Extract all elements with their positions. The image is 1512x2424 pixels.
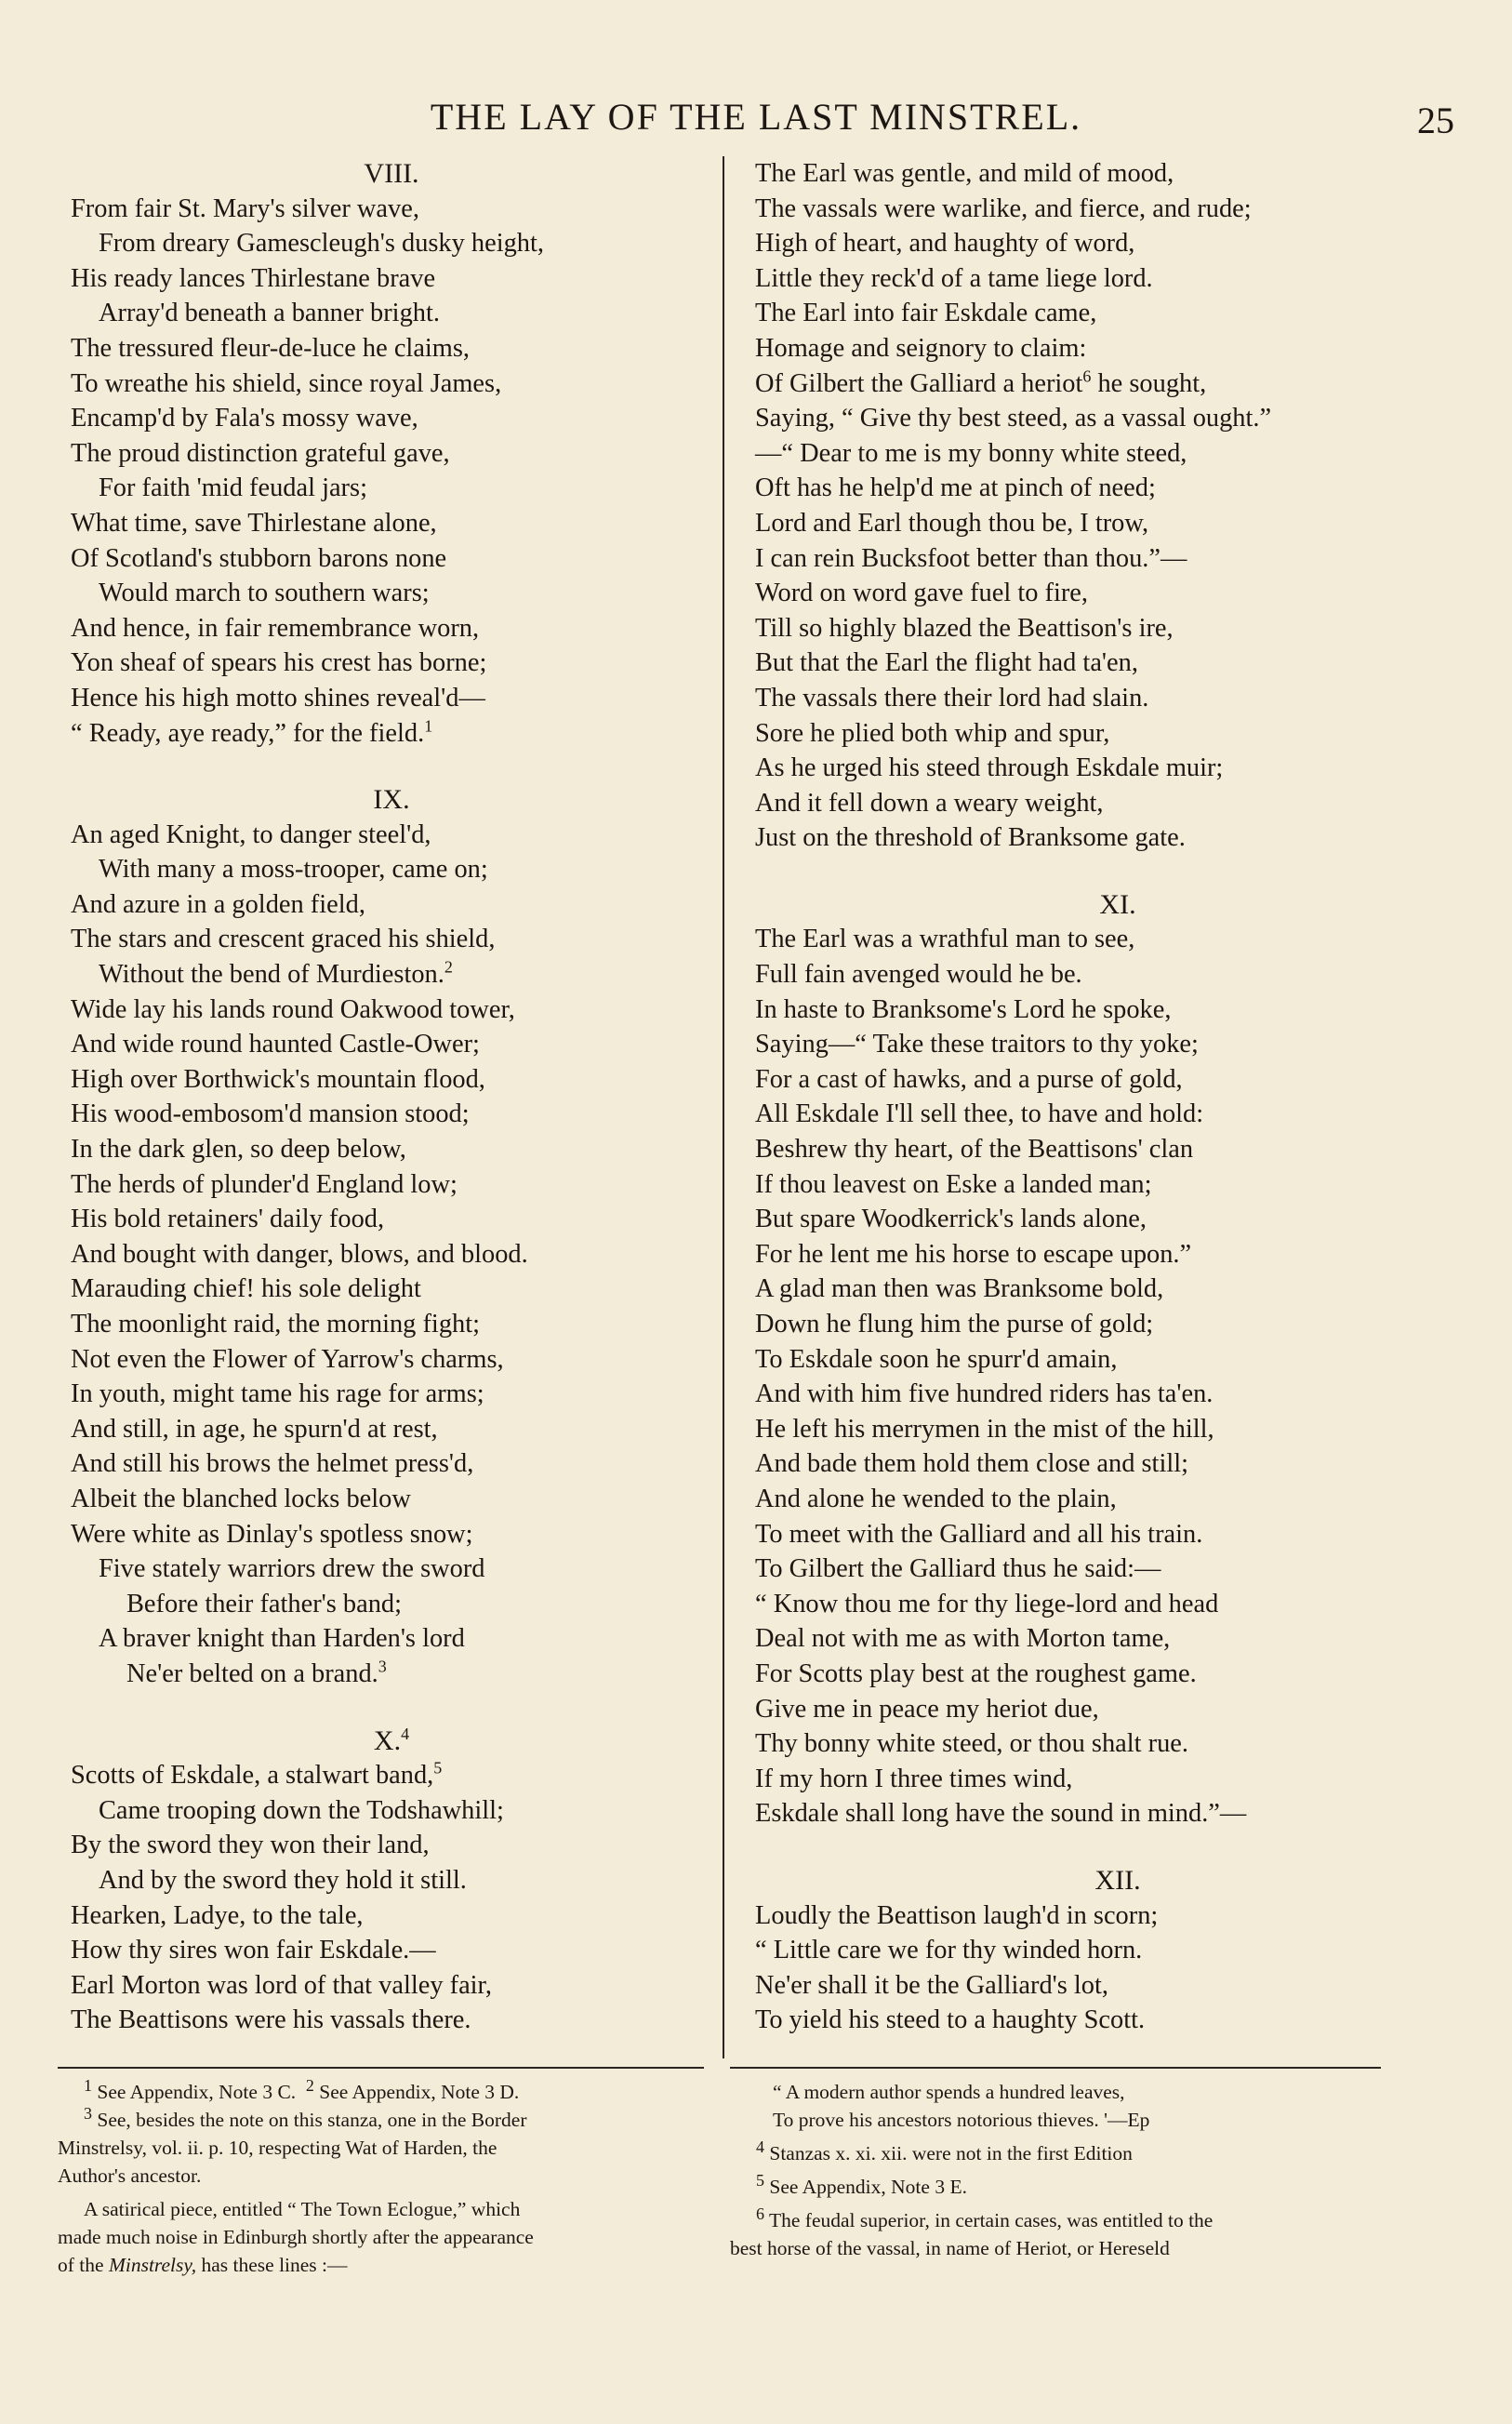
footnote-ref[interactable]: 1 (424, 716, 433, 736)
verse-line: The moonlight raid, the morning fight; (71, 1310, 480, 1339)
column-divider (723, 156, 724, 2058)
verse-line: Full fain avenged would he be. (755, 960, 1082, 990)
verse-line: In youth, might tame his rage for arms; (71, 1379, 484, 1409)
verse-line: To meet with the Galliard and all his train. (755, 1519, 1203, 1549)
verse-line: Hence his high motto shines reveal'd— (71, 683, 485, 713)
footnote-text: See Appendix, Note 3 E. (769, 2176, 967, 2198)
verse-line: But that the Earl the flight had ta'en, (755, 648, 1138, 678)
footnote-line: Minstrelsy, vol. ii. p. 10, respecting Wat of Harden, the (58, 2137, 497, 2159)
verse-line: For he lent me his horse to escape upon.” (755, 1239, 1192, 1269)
verse-line: High over Borthwick's mountain flood, (71, 1064, 485, 1094)
footnote-line: Author's ancestor. (58, 2164, 202, 2187)
verse-line: Give me in peace my heriot due, (755, 1694, 1099, 1724)
verse-line: And alone he wended to the plain, (755, 1484, 1117, 1513)
verse-line: Of Scotland's stubborn barons none (71, 543, 447, 573)
verse-line: What time, save Thirlestane alone, (71, 508, 437, 538)
verse-line: And by the sword they hold it still. (99, 1865, 467, 1895)
right-column (755, 156, 1480, 2038)
verse-line: Beshrew thy heart, of the Beattisons' clan (755, 1135, 1194, 1165)
verse-line: If my horn I three times wind, (755, 1764, 1073, 1793)
left-column (71, 156, 712, 2038)
stanza-heading-x (71, 1724, 712, 1759)
footnote-4 (730, 2139, 1381, 2167)
footnote-line: best horse of the vassal, in name of Heriot, or Hereseld (730, 2237, 1170, 2259)
verse-line: Lord and Earl though thou be, I trow, (755, 508, 1149, 538)
verse-line (71, 957, 712, 992)
verse-line: The Earl was gentle, and mild of mood, (755, 159, 1174, 188)
footnote-text: See Appendix, Note 3 D. (319, 2081, 520, 2103)
footnote-text: of the (58, 2254, 109, 2276)
stanza-x-part1 (71, 1758, 712, 2038)
stanza-viii (71, 192, 712, 752)
verse-line: In haste to Branksome's Lord he spoke, (755, 994, 1172, 1024)
verse-line: Eskdale shall long have the sound in mind.”— (755, 1799, 1247, 1829)
verse-line: The proud distinction grateful gave, (71, 438, 450, 468)
footnote-quote-line: “ A modern author spends a hundred leaves, (773, 2081, 1125, 2103)
verse-text: Without the bend of Murdieston. (99, 960, 444, 990)
verse-line: Came trooping down the Todshawhill; (99, 1795, 504, 1825)
stanza-ix (71, 818, 712, 1692)
verse-line: Word on word gave fuel to fire, (755, 579, 1089, 608)
verse-line: Five stately warriors drew the sword (99, 1554, 485, 1584)
verse-text: “ Ready, aye ready,” for the field. (71, 718, 425, 748)
stanza-numeral: X. (373, 1725, 402, 1756)
footnote-quote-line: To prove his ancestors notorious thieves. '—Ep (773, 2109, 1150, 2131)
footnote-3 (58, 2103, 704, 2279)
stanza-heading-viii: VIII. (364, 158, 419, 189)
verse-line: Array'd beneath a banner bright. (99, 299, 440, 328)
footnote-marker: 2 (305, 2075, 314, 2095)
verse-text: Of Gilbert the Galliard a heriot (755, 368, 1083, 398)
verse-line: How thy sires won fair Eskdale.— (71, 1936, 436, 1965)
verse-line (71, 1657, 712, 1692)
footnote-ref[interactable]: 3 (378, 1657, 387, 1676)
footnote-line (58, 2251, 704, 2279)
verse-line: Albeit the blanched locks below (71, 1484, 411, 1513)
footnote-ref[interactable]: 4 (401, 1724, 410, 1743)
verse-line (71, 716, 712, 752)
verse-line: Marauding chief! his sole delight (71, 1274, 421, 1304)
footnote-italic-title: Minstrelsy, (108, 2254, 197, 2276)
verse-line: “ Little care we for thy winded horn. (755, 1936, 1143, 1965)
verse-line: And with him five hundred riders has ta'en. (755, 1379, 1214, 1409)
verse-line: The vassals there their lord had slain. (755, 683, 1149, 713)
running-head: THE LAY OF THE LAST MINSTREL. (430, 96, 1082, 138)
footnote-text: See Appendix, Note 3 C. (97, 2081, 297, 2103)
footnote-line: made much noise in Edinburgh shortly after the appearance (58, 2226, 534, 2248)
verse-line: Little they reck'd of a tame liege lord. (755, 263, 1153, 293)
verse-line: Yon sheaf of spears his crest has borne; (71, 648, 487, 678)
footnote-6 (730, 2206, 1381, 2234)
verse-line: With many a moss-trooper, came on; (99, 855, 488, 885)
verse-line: Wide lay his lands round Oakwood tower, (71, 994, 515, 1024)
verse-line: And azure in a golden field, (71, 889, 365, 919)
verse-line: Just on the threshold of Branksome gate. (755, 823, 1186, 853)
verse-line: Hearken, Ladye, to the tale, (71, 1900, 364, 1930)
verse-line: And still his brows the helmet press'd, (71, 1449, 474, 1479)
verse-line: Earl Morton was lord of that valley fair, (71, 1970, 492, 2000)
verse-line: Ne'er shall it be the Galliard's lot, (755, 1970, 1108, 2000)
footnote-line (58, 2103, 704, 2134)
verse-line: All Eskdale I'll sell thee, to have and hold: (755, 1099, 1204, 1129)
footnote-rule (730, 2067, 1381, 2069)
verse-line: From fair St. Mary's silver wave, (71, 193, 419, 223)
verse-line: And bade them hold them close and still; (755, 1449, 1188, 1479)
verse-line: Till so highly blazed the Beattison's ire, (755, 613, 1174, 643)
footnote-1-2 (58, 2075, 704, 2106)
verse-line: His bold retainers' daily food, (71, 1205, 385, 1234)
footnote-text: See, besides the note on this stanza, one in the Border (97, 2109, 527, 2131)
footnote-marker: 5 (756, 2170, 764, 2190)
verse-line: Encamp'd by Fala's mossy wave, (71, 404, 418, 433)
verse-line: The tressured fleur-de-luce he claims, (71, 333, 471, 363)
verse-text: Ne'er belted on a brand. (126, 1658, 378, 1688)
stanza-heading-xii: XII. (1094, 1864, 1141, 1896)
verse-line: Down he flung him the purse of gold; (755, 1310, 1154, 1339)
verse-line (71, 1758, 712, 1793)
stanza-x-part2 (755, 156, 1480, 856)
verse-line: Were white as Dinlay's spotless snow; (71, 1519, 473, 1549)
verse-line: Not even the Flower of Yarrow's charms, (71, 1344, 504, 1374)
verse-line: By the sword they won their land, (71, 1831, 430, 1860)
verse-line: And it fell down a weary weight, (755, 788, 1104, 818)
verse-line: The vassals were warlike, and fierce, and rude; (755, 193, 1252, 223)
verse-line: The stars and crescent graced his shield, (71, 925, 496, 954)
verse-line: To wreathe his shield, since royal James, (71, 368, 502, 398)
verse-line: From dreary Gamescleugh's dusky height, (99, 229, 544, 259)
verse-line: For Scotts play best at the roughest game. (755, 1658, 1197, 1688)
verse-line: Sore he plied both whip and spur, (755, 718, 1110, 748)
footnote-marker: 6 (756, 2204, 764, 2223)
footnotes-right (730, 2078, 1381, 2262)
verse-line: Thy bonny white steed, or thou shalt rue. (755, 1729, 1188, 1759)
footnote-ref[interactable]: 2 (444, 957, 453, 977)
stanza-xi (755, 922, 1480, 1831)
footnote-marker: 4 (756, 2137, 764, 2156)
verse-line: Oft has he help'd me at pinch of need; (755, 473, 1156, 503)
footnote-text: The feudal superior, in certain cases, was entitled to the (769, 2209, 1214, 2231)
verse-line: His ready lances Thirlestane brave (71, 263, 436, 293)
verse-line: Before their father's band; (126, 1589, 402, 1618)
verse-line: For a cast of hawks, and a purse of gold, (755, 1064, 1183, 1094)
footnote-rule (58, 2067, 704, 2069)
verse-line: His wood-embosom'd mansion stood; (71, 1099, 470, 1129)
verse-text: he sought, (1091, 368, 1207, 398)
verse-line: High of heart, and haughty of word, (755, 229, 1135, 259)
verse-line (755, 366, 1480, 402)
verse-line: And bought with danger, blows, and blood. (71, 1239, 528, 1269)
verse-line: Loudly the Beattison laugh'd in scorn; (755, 1900, 1159, 1930)
verse-line: I can rein Bucksfoot better than thou.”— (755, 543, 1187, 573)
footnote-ref[interactable]: 5 (433, 1758, 443, 1778)
verse-line: A braver knight than Harden's lord (99, 1624, 465, 1654)
verse-line: Saying, “ Give thy best steed, as a vassal ought.” (755, 404, 1272, 433)
verse-line: He left his merrymen in the mist of the hill, (755, 1414, 1214, 1444)
verse-line: And wide round haunted Castle-Ower; (71, 1030, 480, 1059)
verse-line: And still, in age, he spurn'd at rest, (71, 1414, 438, 1444)
verse-line: To Eskdale soon he spurr'd amain, (755, 1344, 1118, 1374)
verse-line: But spare Woodkerrick's lands alone, (755, 1205, 1147, 1234)
footnote-line: A satirical piece, entitled “ The Town Eclogue,” which (84, 2198, 521, 2220)
stanza-heading-xi: XI. (1099, 888, 1136, 920)
verse-line: A glad man then was Branksome bold, (755, 1274, 1164, 1304)
footnote-text: has these lines :— (196, 2254, 348, 2276)
verse-text: Scotts of Eskdale, a stalwart band, (71, 1761, 434, 1791)
verse-line: Saying—“ Take these traitors to thy yoke; (755, 1030, 1199, 1059)
footnotes-left (58, 2075, 704, 2279)
verse-line: Homage and seignory to claim: (755, 333, 1087, 363)
verse-line: To Gilbert the Galliard thus he said:— (755, 1554, 1161, 1584)
verse-line: The Beattisons were his vassals there. (71, 2005, 471, 2035)
verse-line: As he urged his steed through Eskdale muir; (755, 753, 1224, 783)
verse-line: An aged Knight, to danger steel'd, (71, 819, 431, 849)
verse-line: And hence, in fair remembrance worn, (71, 613, 480, 643)
verse-line: The Earl into fair Eskdale came, (755, 299, 1097, 328)
footnote-ref[interactable]: 6 (1082, 366, 1092, 386)
verse-line: If thou leavest on Eske a landed man; (755, 1169, 1152, 1199)
verse-line: In the dark glen, so deep below, (71, 1135, 406, 1165)
footnote-text: Stanzas x. xi. xii. were not in the first Edition (769, 2142, 1133, 2164)
verse-line: Would march to southern wars; (99, 579, 430, 608)
verse-line: Deal not with me as with Morton tame, (755, 1624, 1171, 1654)
footnote-marker: 1 (84, 2075, 92, 2095)
verse-line: The Earl was a wrathful man to see, (755, 925, 1135, 954)
verse-line: To yield his steed to a haughty Scott. (755, 2005, 1146, 2035)
stanza-heading-ix: IX. (373, 784, 410, 816)
verse-line: —“ Dear to me is my bonny white steed, (755, 438, 1187, 468)
verse-line: For faith 'mid feudal jars; (99, 473, 367, 503)
stanza-xii (755, 1898, 1480, 2038)
verse-line: The herds of plunder'd England low; (71, 1169, 458, 1199)
page-number: 25 (1417, 100, 1454, 141)
footnote-marker: 3 (84, 2103, 92, 2123)
verse-line: “ Know thou me for thy liege-lord and head (755, 1589, 1219, 1618)
footnote-5 (730, 2170, 1381, 2201)
